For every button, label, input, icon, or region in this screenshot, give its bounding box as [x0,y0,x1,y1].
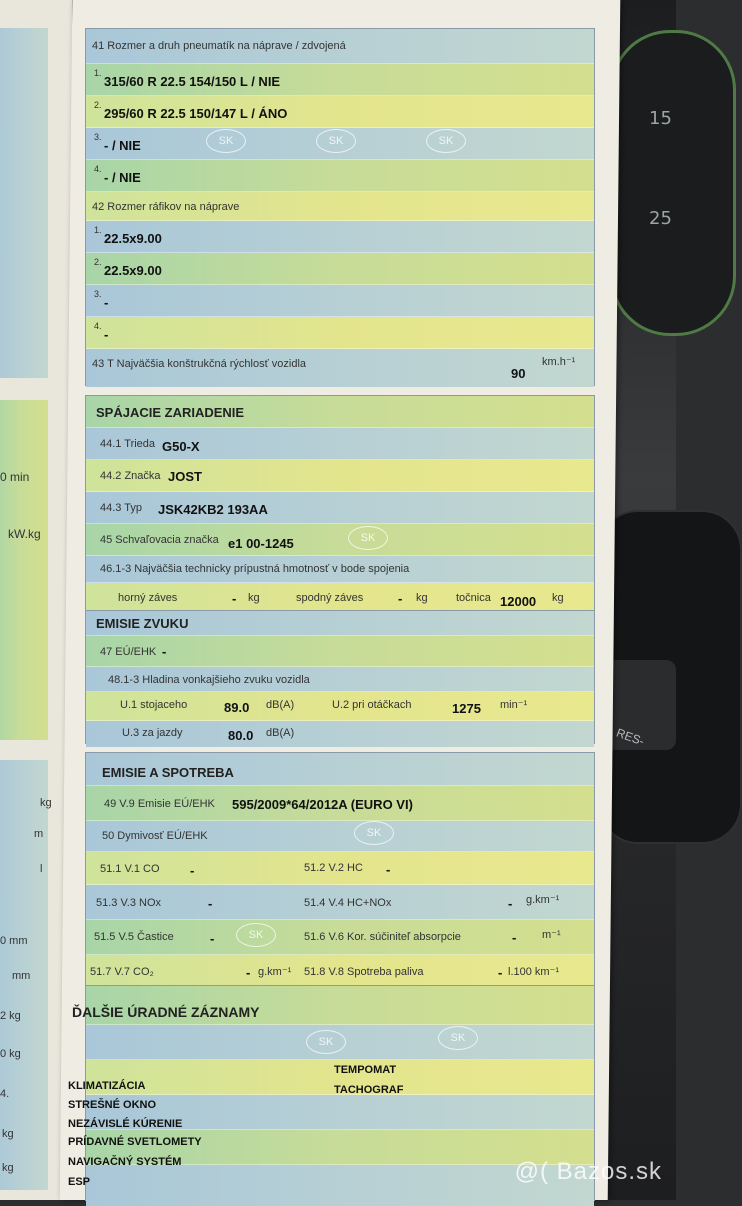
gauge-tick-15: 15 [649,108,672,129]
co2-value: - [246,965,251,980]
rims-title: 42 Rozmer ráfikov na nápravе [92,201,240,213]
approval-label: 45 Schvaľovacia značka [100,534,219,546]
left-frag-10: kg [2,1128,14,1140]
speed-gauge [610,30,736,336]
hcnox-value: - [508,896,513,911]
left-frag-6: mm [12,970,31,982]
lower-value: - [398,591,403,606]
plate-label: točnica [456,592,491,604]
absorption-unit: m⁻¹ [542,929,561,941]
u3-unit: dB(A) [266,727,295,739]
coupling-panel [85,395,595,612]
type-label: 44.3 Typ [100,502,142,514]
record-item-right-1: TACHOGRAF [334,1084,404,1096]
u3-label: U.3 za jazdy [122,727,183,739]
u2-value: 1275 [452,701,481,716]
noise-title: EMISIE ZVUKU [96,616,189,631]
left-frag-7: 2 kg [0,1010,21,1022]
u2-unit: min⁻¹ [500,699,528,711]
hc-label: 51.2 V.2 HC [304,862,363,874]
rim-size-3: - [104,295,109,310]
left-frag-5: 0 mm [0,935,28,947]
tire-size-4: - / NIE [104,170,141,185]
record-item-3: PRÍDAVNÉ SVETLOMETY [68,1136,202,1148]
plate-unit: kg [552,592,564,604]
rim-size-2: 22.5x9.00 [104,263,162,278]
nox-label: 51.3 V.3 NOx [96,897,162,909]
button-label: RES- [614,725,647,749]
max-speed-unit: km.h⁻¹ [542,356,576,368]
tire-size-3: - / NIE [104,138,141,153]
fuel-label: 51.8 V.8 Spotreba paliva [304,966,424,978]
fuel-value: - [498,965,503,980]
tires-panel [85,28,595,386]
u3-value: 80.0 [228,728,254,743]
mass-label: 46.1-3 Najväčšia technicky prípustná hmotnosť v bode spojenia [100,563,410,575]
upper-label: horný záves [118,592,178,604]
record-item-right-0: TEMPOMAT [334,1064,397,1076]
sk-seal: SK [316,129,356,153]
v9-value: 595/2009*64/2012A (EURO VI) [232,797,413,812]
plate-value: 12000 [500,594,537,609]
max-speed-value: 90 [511,366,526,381]
record-item-4: NAVIGAČNÝ SYSTÉM [68,1156,182,1168]
hc-value: - [386,862,391,877]
u2-label: U.2 pri otáčkach [332,699,412,711]
u1-value: 89.0 [224,700,250,715]
tire-row-num: 3. [94,132,102,142]
hcnox-unit: g.km⁻¹ [526,894,560,906]
rim-size-4: - [104,327,109,342]
left-frag-0: 0 min [0,470,30,484]
sk-seal: SK [426,129,466,153]
left-frag-2: kg [40,797,52,809]
gauge-tick-25: 25 [649,208,672,229]
brand-value: JOST [168,469,202,484]
sk-seal: SK [306,1030,346,1054]
noise-panel [85,610,595,744]
sk-seal: SK [348,526,388,550]
emissions-panel [85,752,595,986]
co2-label: 51.7 V.7 CO₂ [90,966,154,978]
co-value: - [190,863,195,878]
upper-value: - [232,591,237,606]
rim-row-num: 4. [94,321,102,331]
tire-size-2: 295/60 R 22.5 150/147 L / ÁNO [104,106,288,121]
rim-row-num: 1. [94,225,102,235]
records-title: ĎALŠIE ÚRADNÉ ZÁZNAMY [72,1004,260,1020]
sk-seal: SK [438,1026,478,1050]
sk-seal: SK [354,821,394,845]
rim-size-1: 22.5x9.00 [104,231,162,246]
nox-value: - [208,896,213,911]
emissions-title: EMISIE A SPOTREBA [102,765,234,780]
left-frag-8: 0 kg [0,1048,21,1060]
lower-unit: kg [416,592,428,604]
bazos-watermark: @( Bazos.sk [514,1158,662,1185]
tire-row-num: 4. [94,164,102,174]
absorption-value: - [512,930,517,945]
hcnox-label: 51.4 V.4 HC+NOx [304,897,392,909]
tire-size-1: 315/60 R 22.5 154/150 L / NIE [104,74,281,89]
tire-row-num: 2. [94,100,102,110]
approval-value: e1 00-1245 [228,536,294,551]
v9-label: 49 V.9 Emisie EÚ/EHK [104,798,215,810]
coupling-title: SPÁJACIE ZARIADENIE [96,405,245,420]
rim-row-num: 2. [94,257,102,267]
noise-eu-value: - [162,644,167,659]
particles-value: - [210,931,215,946]
noise-level-label: 48.1-3 Hladina vonkajšieho zvuku vozidla [108,674,310,686]
record-item-5: ESP [68,1176,91,1188]
u1-unit: dB(A) [266,699,295,711]
record-item-1: STREŠNÉ OKNO [68,1099,157,1111]
co2-unit: g.km⁻¹ [258,966,292,978]
record-item-0: KLIMATIZÁCIA [68,1080,146,1092]
class-value: G50-X [162,439,200,454]
co-label: 51.1 V.1 CO [100,863,160,875]
sk-seal: SK [236,923,276,947]
left-frag-11: kg [2,1162,14,1174]
particles-label: 51.5 V.5 Častice [94,931,174,943]
record-item-2: NEZÁVISLÉ KÚRENIE [68,1118,183,1130]
fuel-unit: l.100 km⁻¹ [508,966,560,978]
tire-row-num: 1. [94,68,102,78]
left-frag-4: l [40,863,43,875]
max-speed-label: 43 T Najväčšia konštrukčná rýchlosť vozidla [92,358,307,370]
brand-label: 44.2 Značka [100,470,161,482]
lower-label: spodný záves [296,592,364,604]
type-value: JSK42KB2 193AA [158,502,268,517]
u1-label: U.1 stojaceho [120,699,188,711]
left-frag-3: m [34,828,44,840]
rim-row-num: 3. [94,289,102,299]
tires-title: 41 Rozmer a druh pneumatík na nápravе / zdvojená [92,40,346,52]
upper-unit: kg [248,592,260,604]
noise-eu-label: 47 EÚ/EHK [100,646,157,658]
absorption-label: 51.6 V.6 Kor. súčiniteľ absorpcie [304,931,461,943]
sk-seal: SK [206,129,246,153]
steering-button [606,660,676,750]
left-frag-9: 4. [0,1088,10,1100]
left-frag-1: kW.kg [8,527,41,541]
smoke-label: 50 Dymivosť EÚ/EHK [102,830,208,842]
class-label: 44.1 Trieda [100,438,156,450]
